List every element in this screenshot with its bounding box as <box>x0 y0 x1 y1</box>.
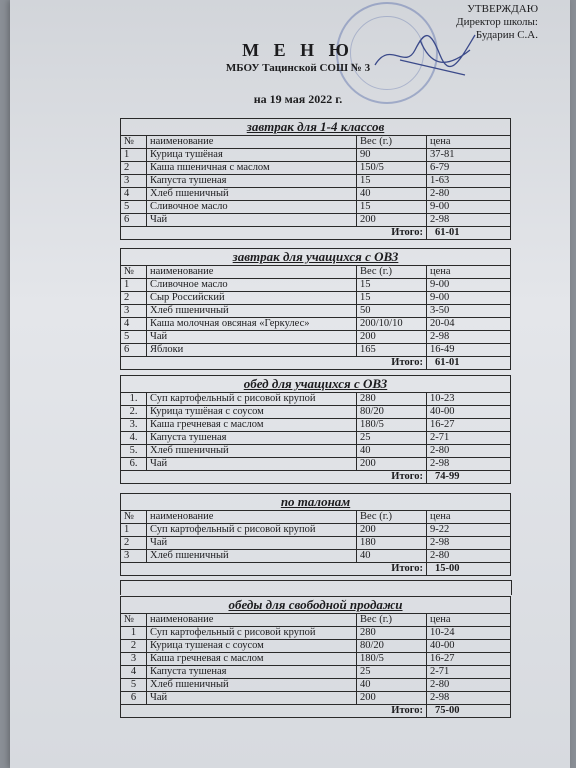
dish-weight: 80/20 <box>357 406 427 419</box>
total-row <box>121 471 511 484</box>
dish-name: Капуста тушеная <box>147 432 357 445</box>
row-number: 6 <box>121 214 147 227</box>
column-header-price: цена <box>427 266 511 279</box>
table-row <box>121 149 511 162</box>
row-number: 6 <box>121 692 147 705</box>
row-number: 4 <box>121 318 147 331</box>
dish-name: Каша молочная овсяная «Геркулес» <box>147 318 357 331</box>
table-row <box>121 445 511 458</box>
dish-price: 40-00 <box>427 640 511 653</box>
dish-weight: 280 <box>357 627 427 640</box>
row-number: 5. <box>121 445 147 458</box>
row-number: 5 <box>121 679 147 692</box>
dish-weight: 180/5 <box>357 653 427 666</box>
dish-name: Капуста тушеная <box>147 666 357 679</box>
total-value: 75-00 <box>427 705 511 718</box>
dish-weight: 15 <box>357 292 427 305</box>
row-number: 2 <box>121 162 147 175</box>
dish-price: 10-24 <box>427 627 511 640</box>
total-value: 15-00 <box>427 563 511 576</box>
column-header-weight: Вес (г.) <box>357 136 427 149</box>
table-row <box>121 175 511 188</box>
section-title: завтрак для учащихся с ОВЗ <box>121 249 511 266</box>
table-row <box>121 524 511 537</box>
approval-block <box>456 3 538 42</box>
total-label: Итого: <box>121 705 427 718</box>
dish-price: 2-98 <box>427 458 511 471</box>
column-header-name: наименование <box>147 136 357 149</box>
dish-name: Капуста тушеная <box>147 175 357 188</box>
dish-name: Чай <box>147 537 357 550</box>
table-header-row <box>121 266 511 279</box>
dish-name: Каша гречневая с маслом <box>147 419 357 432</box>
column-header-name: наименование <box>147 266 357 279</box>
row-number: 2 <box>121 537 147 550</box>
dish-name: Каша пшеничная с маслом <box>147 162 357 175</box>
table-row <box>121 201 511 214</box>
table-row <box>121 627 511 640</box>
dish-price: 16-27 <box>427 653 511 666</box>
dish-weight: 40 <box>357 445 427 458</box>
column-header-weight: Вес (г.) <box>357 266 427 279</box>
dish-name: Чай <box>147 692 357 705</box>
row-number: 1. <box>121 393 147 406</box>
column-header-weight: Вес (г.) <box>357 511 427 524</box>
dish-weight: 180 <box>357 537 427 550</box>
table-row <box>121 419 511 432</box>
table-row <box>121 406 511 419</box>
table-row <box>121 537 511 550</box>
menu-sheet <box>10 0 570 768</box>
dish-weight: 165 <box>357 344 427 357</box>
table-row <box>121 653 511 666</box>
column-header-weight: Вес (г.) <box>357 614 427 627</box>
row-number: 1 <box>121 524 147 537</box>
column-header-number: № <box>121 266 147 279</box>
row-number: 1 <box>121 627 147 640</box>
row-number: 2 <box>121 292 147 305</box>
menu-table-breakfast-1-4 <box>120 118 511 240</box>
row-number: 4. <box>121 432 147 445</box>
dish-price: 2-98 <box>427 537 511 550</box>
section-title: завтрак для 1-4 классов <box>121 119 511 136</box>
table-row <box>121 214 511 227</box>
dish-name: Чай <box>147 331 357 344</box>
dish-price: 9-00 <box>427 292 511 305</box>
dish-price: 10-23 <box>427 393 511 406</box>
dish-weight: 40 <box>357 679 427 692</box>
dish-price: 20-04 <box>427 318 511 331</box>
dish-price: 6-79 <box>427 162 511 175</box>
section-title: обед для учащихся с ОВЗ <box>121 376 511 393</box>
table-row <box>121 692 511 705</box>
table-row <box>121 344 511 357</box>
column-header-number: № <box>121 511 147 524</box>
dish-price: 2-71 <box>427 666 511 679</box>
dish-name: Суп картофельный с рисовой крупой <box>147 524 357 537</box>
dish-price: 2-80 <box>427 550 511 563</box>
total-value: 61-01 <box>427 227 511 240</box>
total-label: Итого: <box>121 471 427 484</box>
dish-price: 16-49 <box>427 344 511 357</box>
dish-name: Хлеб пшеничный <box>147 550 357 563</box>
table-row <box>121 279 511 292</box>
dish-weight: 280 <box>357 393 427 406</box>
row-number: 1 <box>121 149 147 162</box>
approval-label: УТВЕРЖДАЮ <box>467 3 538 15</box>
dish-weight: 15 <box>357 279 427 292</box>
dish-weight: 200 <box>357 331 427 344</box>
table-row <box>121 292 511 305</box>
dish-weight: 25 <box>357 432 427 445</box>
table-row <box>121 679 511 692</box>
dish-price: 1-63 <box>427 175 511 188</box>
dish-name: Суп картофельный с рисовой крупой <box>147 393 357 406</box>
dish-price: 2-98 <box>427 331 511 344</box>
table-row <box>121 331 511 344</box>
section-title: обеды для свободной продажи <box>121 597 511 614</box>
total-label: Итого: <box>121 563 427 576</box>
row-number: 4 <box>121 666 147 679</box>
dish-name: Чай <box>147 458 357 471</box>
table-row <box>121 550 511 563</box>
dish-price: 40-00 <box>427 406 511 419</box>
total-label: Итого: <box>121 357 427 370</box>
table-row <box>121 162 511 175</box>
row-number: 3 <box>121 550 147 563</box>
dish-name: Хлеб пшеничный <box>147 188 357 201</box>
dish-name: Сливочное масло <box>147 279 357 292</box>
dish-name: Каша гречневая с маслом <box>147 653 357 666</box>
director-title: Директор школы: <box>456 16 538 28</box>
dish-weight: 90 <box>357 149 427 162</box>
dish-price: 9-00 <box>427 279 511 292</box>
dish-weight: 15 <box>357 201 427 214</box>
dish-price: 9-22 <box>427 524 511 537</box>
table-row <box>121 305 511 318</box>
dish-weight: 50 <box>357 305 427 318</box>
dish-price: 3-50 <box>427 305 511 318</box>
dish-name: Курица тушёная с соусом <box>147 406 357 419</box>
row-number: 2 <box>121 640 147 653</box>
table-header-row <box>121 511 511 524</box>
row-number: 6. <box>121 458 147 471</box>
table-spacer <box>120 580 512 595</box>
row-number: 4 <box>121 188 147 201</box>
dish-price: 2-98 <box>427 214 511 227</box>
menu-table-coupons <box>120 493 511 576</box>
row-number: 5 <box>121 331 147 344</box>
dish-weight: 200 <box>357 458 427 471</box>
dish-weight: 200 <box>357 692 427 705</box>
dish-price: 16-27 <box>427 419 511 432</box>
dish-price: 2-80 <box>427 188 511 201</box>
total-row <box>121 227 511 240</box>
dish-price: 2-98 <box>427 692 511 705</box>
row-number: 2. <box>121 406 147 419</box>
dish-weight: 200 <box>357 524 427 537</box>
page-title: М Е Н Ю <box>242 40 354 60</box>
column-header-number: № <box>121 614 147 627</box>
director-name: Бударин С.А. <box>475 29 538 41</box>
dish-name: Хлеб пшеничный <box>147 305 357 318</box>
menu-table-breakfast-ovz <box>120 248 511 370</box>
row-number: 5 <box>121 201 147 214</box>
dish-weight: 40 <box>357 550 427 563</box>
table-row <box>121 432 511 445</box>
dish-name: Курица тушеная с соусом <box>147 640 357 653</box>
row-number: 3 <box>121 175 147 188</box>
dish-name: Хлеб пшеничный <box>147 445 357 458</box>
total-row <box>121 563 511 576</box>
total-label: Итого: <box>121 227 427 240</box>
total-value: 61-01 <box>427 357 511 370</box>
row-number: 1 <box>121 279 147 292</box>
menu-table-free-sale <box>120 596 511 718</box>
dish-name: Суп картофельный с рисовой крупой <box>147 627 357 640</box>
dish-weight: 180/5 <box>357 419 427 432</box>
table-header-row <box>121 614 511 627</box>
dish-weight: 150/5 <box>357 162 427 175</box>
row-number: 3. <box>121 419 147 432</box>
menu-table-lunch-ovz <box>120 375 511 484</box>
dish-weight: 15 <box>357 175 427 188</box>
dish-weight: 25 <box>357 666 427 679</box>
dish-price: 2-71 <box>427 432 511 445</box>
row-number: 3 <box>121 305 147 318</box>
dish-weight: 80/20 <box>357 640 427 653</box>
dish-price: 37-81 <box>427 149 511 162</box>
table-row <box>121 640 511 653</box>
dish-price: 9-00 <box>427 201 511 214</box>
total-value: 74-99 <box>427 471 511 484</box>
table-row <box>121 393 511 406</box>
dish-weight: 200 <box>357 214 427 227</box>
table-header-row <box>121 136 511 149</box>
dish-price: 2-80 <box>427 445 511 458</box>
school-name: МБОУ Тацинской СОШ № 3 <box>225 62 371 74</box>
dish-price: 2-80 <box>427 679 511 692</box>
dish-weight: 200/10/10 <box>357 318 427 331</box>
dish-name: Чай <box>147 214 357 227</box>
table-row <box>121 188 511 201</box>
column-header-name: наименование <box>147 511 357 524</box>
dish-name: Яблоки <box>147 344 357 357</box>
dish-name: Сыр Российский <box>147 292 357 305</box>
total-row <box>121 705 511 718</box>
column-header-price: цена <box>427 511 511 524</box>
table-row <box>121 666 511 679</box>
column-header-price: цена <box>427 136 511 149</box>
column-header-price: цена <box>427 614 511 627</box>
row-number: 3 <box>121 653 147 666</box>
column-header-name: наименование <box>147 614 357 627</box>
table-row <box>121 318 511 331</box>
section-title: по талонам <box>121 494 511 511</box>
menu-date: на 19 мая 2022 г. <box>253 92 343 106</box>
column-header-number: № <box>121 136 147 149</box>
dish-name: Хлеб пшеничный <box>147 679 357 692</box>
total-row <box>121 357 511 370</box>
dish-name: Сливочное масло <box>147 201 357 214</box>
table-row <box>121 458 511 471</box>
dish-weight: 40 <box>357 188 427 201</box>
dish-name: Курица тушёная <box>147 149 357 162</box>
row-number: 6 <box>121 344 147 357</box>
